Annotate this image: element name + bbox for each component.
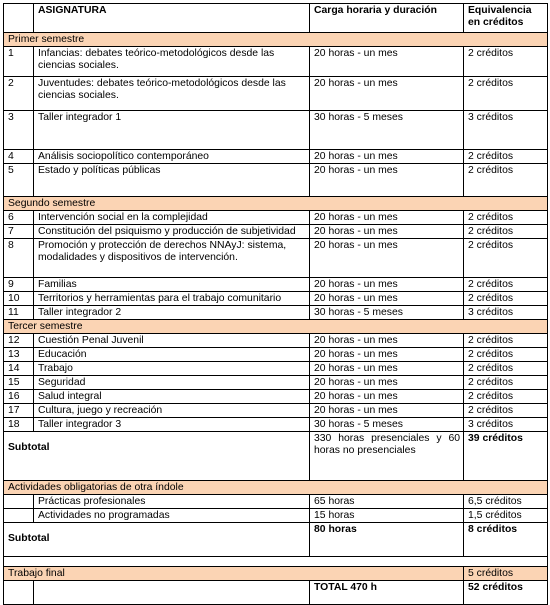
row-subject: Actividades no programadas	[34, 509, 310, 523]
row-load: 20 horas - un mes	[310, 278, 464, 292]
row-number: 5	[4, 164, 34, 197]
header-number-cell	[4, 4, 34, 33]
row-number: 15	[4, 376, 34, 390]
semester-header	[4, 197, 548, 211]
row-subject: Trabajo	[34, 362, 310, 376]
row-subject: Estado y políticas públicas	[34, 164, 310, 197]
row-load: 30 horas - 5 meses	[310, 418, 464, 432]
row-number: 8	[4, 239, 34, 278]
row-credits: 2 créditos	[464, 362, 548, 376]
table-row	[4, 495, 548, 509]
row-load: 20 horas - un mes	[310, 164, 464, 197]
row-load: 20 horas - un mes	[310, 376, 464, 390]
section-header	[4, 481, 548, 495]
section-title: Trabajo final	[4, 567, 464, 581]
row-load: 65 horas	[310, 495, 464, 509]
row-credits: 2 créditos	[464, 404, 548, 418]
table-row	[4, 418, 548, 432]
spacer-row	[4, 557, 548, 567]
row-subject: Infancias: debates teórico-metodológicos desde las ciencias sociales.	[34, 47, 310, 77]
row-credits: 2 créditos	[464, 278, 548, 292]
subtotal-label: Subtotal	[4, 523, 310, 557]
row-subject: Taller integrador 1	[34, 111, 310, 150]
table-row	[4, 164, 548, 197]
final-credits: 5 créditos	[464, 567, 548, 581]
subtotal-row	[4, 432, 548, 481]
row-load: 20 horas - un mes	[310, 77, 464, 111]
row-credits: 2 créditos	[464, 77, 548, 111]
table-row	[4, 362, 548, 376]
row-subject: Taller integrador 3	[34, 418, 310, 432]
row-number: 3	[4, 111, 34, 150]
row-number: 7	[4, 225, 34, 239]
header-credits: Equivalencia en créditos	[464, 4, 548, 33]
row-credits: 2 créditos	[464, 292, 548, 306]
row-number: 12	[4, 334, 34, 348]
row-subject: Constitución del psiquismo y producción de subjetividad	[34, 225, 310, 239]
row-credits: 2 créditos	[464, 348, 548, 362]
row-load: 20 horas - un mes	[310, 404, 464, 418]
row-subject: Cultura, juego y recreación	[34, 404, 310, 418]
row-credits: 2 créditos	[464, 239, 548, 278]
total-empty-cell	[4, 581, 34, 605]
table-row	[4, 211, 548, 225]
row-credits: 2 créditos	[464, 390, 548, 404]
table-row	[4, 509, 548, 523]
subtotal-credits: 39 créditos	[464, 432, 548, 481]
header-subject: ASIGNATURA	[34, 4, 310, 33]
semester-title: Primer semestre	[4, 33, 548, 47]
subtotal-load: 330 horas presenciales y 60 horas no presenciales	[310, 432, 464, 481]
row-load: 30 horas - 5 meses	[310, 111, 464, 150]
row-credits: 2 créditos	[464, 225, 548, 239]
table-row	[4, 348, 548, 362]
row-credits: 2 créditos	[464, 211, 548, 225]
row-number: 10	[4, 292, 34, 306]
row-number: 16	[4, 390, 34, 404]
row-load: 20 horas - un mes	[310, 150, 464, 164]
row-load: 20 horas - un mes	[310, 334, 464, 348]
row-number: 11	[4, 306, 34, 320]
table-row	[4, 376, 548, 390]
row-subject: Cuestión Penal Juvenil	[34, 334, 310, 348]
row-number	[4, 509, 34, 523]
subtotal-credits: 8 créditos	[464, 523, 548, 557]
row-load: 20 horas - un mes	[310, 225, 464, 239]
table-row	[4, 77, 548, 111]
header-load: Carga horaria y duración	[310, 4, 464, 33]
section-header	[4, 567, 548, 581]
row-subject: Intervención social en la complejidad	[34, 211, 310, 225]
row-load: 15 horas	[310, 509, 464, 523]
row-subject: Seguridad	[34, 376, 310, 390]
semester-header	[4, 33, 548, 47]
table-row	[4, 111, 548, 150]
semester-header	[4, 320, 548, 334]
row-credits: 1,5 créditos	[464, 509, 548, 523]
curriculum-table	[3, 3, 548, 605]
row-load: 20 horas - un mes	[310, 239, 464, 278]
row-credits: 3 créditos	[464, 418, 548, 432]
row-credits: 2 créditos	[464, 376, 548, 390]
row-number: 18	[4, 418, 34, 432]
table-row	[4, 239, 548, 278]
row-subject: Promoción y protección de derechos NNAyJ: sistema, modalidades y dispositivos de intervención.	[34, 239, 310, 278]
row-load: 20 horas - un mes	[310, 348, 464, 362]
row-load: 20 horas - un mes	[310, 362, 464, 376]
spacer-cell	[4, 557, 548, 567]
row-load: 20 horas - un mes	[310, 292, 464, 306]
subtotal-row	[4, 523, 548, 557]
row-subject: Salud integral	[34, 390, 310, 404]
table-row	[4, 150, 548, 164]
row-subject: Prácticas profesionales	[34, 495, 310, 509]
row-subject: Taller integrador 2	[34, 306, 310, 320]
semester-title: Tercer semestre	[4, 320, 548, 334]
semester-title: Segundo semestre	[4, 197, 548, 211]
row-credits: 2 créditos	[464, 47, 548, 77]
table-row	[4, 334, 548, 348]
row-number: 2	[4, 77, 34, 111]
row-subject: Análisis sociopolítico contemporáneo	[34, 150, 310, 164]
row-number: 1	[4, 47, 34, 77]
row-subject: Familias	[34, 278, 310, 292]
row-subject: Territorios y herramientas para el trabajo comunitario	[34, 292, 310, 306]
row-credits: 3 créditos	[464, 306, 548, 320]
row-number: 17	[4, 404, 34, 418]
row-number: 14	[4, 362, 34, 376]
table-row	[4, 278, 548, 292]
row-credits: 2 créditos	[464, 164, 548, 197]
table-row	[4, 47, 548, 77]
row-subject: Juventudes: debates teórico-metodológicos desde las ciencias sociales.	[34, 77, 310, 111]
total-row	[4, 581, 548, 605]
table-row	[4, 404, 548, 418]
row-load: 20 horas - un mes	[310, 390, 464, 404]
table-row	[4, 225, 548, 239]
row-load: 30 horas - 5 meses	[310, 306, 464, 320]
table-row	[4, 306, 548, 320]
table-row	[4, 292, 548, 306]
table-row	[4, 390, 548, 404]
total-credits: 52 créditos	[464, 581, 548, 605]
section-title: Actividades obligatorias de otra índole	[4, 481, 548, 495]
total-load: TOTAL 470 h	[310, 581, 464, 605]
table-header	[4, 4, 548, 33]
subtotal-label: Subtotal	[4, 432, 310, 481]
row-credits: 6,5 créditos	[464, 495, 548, 509]
row-number: 9	[4, 278, 34, 292]
row-load: 20 horas - un mes	[310, 211, 464, 225]
row-number: 6	[4, 211, 34, 225]
subtotal-load: 80 horas	[310, 523, 464, 557]
row-number	[4, 495, 34, 509]
total-empty-cell	[34, 581, 310, 605]
row-number: 4	[4, 150, 34, 164]
row-credits: 3 créditos	[464, 111, 548, 150]
row-credits: 2 créditos	[464, 150, 548, 164]
row-credits: 2 créditos	[464, 334, 548, 348]
row-number: 13	[4, 348, 34, 362]
row-subject: Educación	[34, 348, 310, 362]
row-load: 20 horas - un mes	[310, 47, 464, 77]
